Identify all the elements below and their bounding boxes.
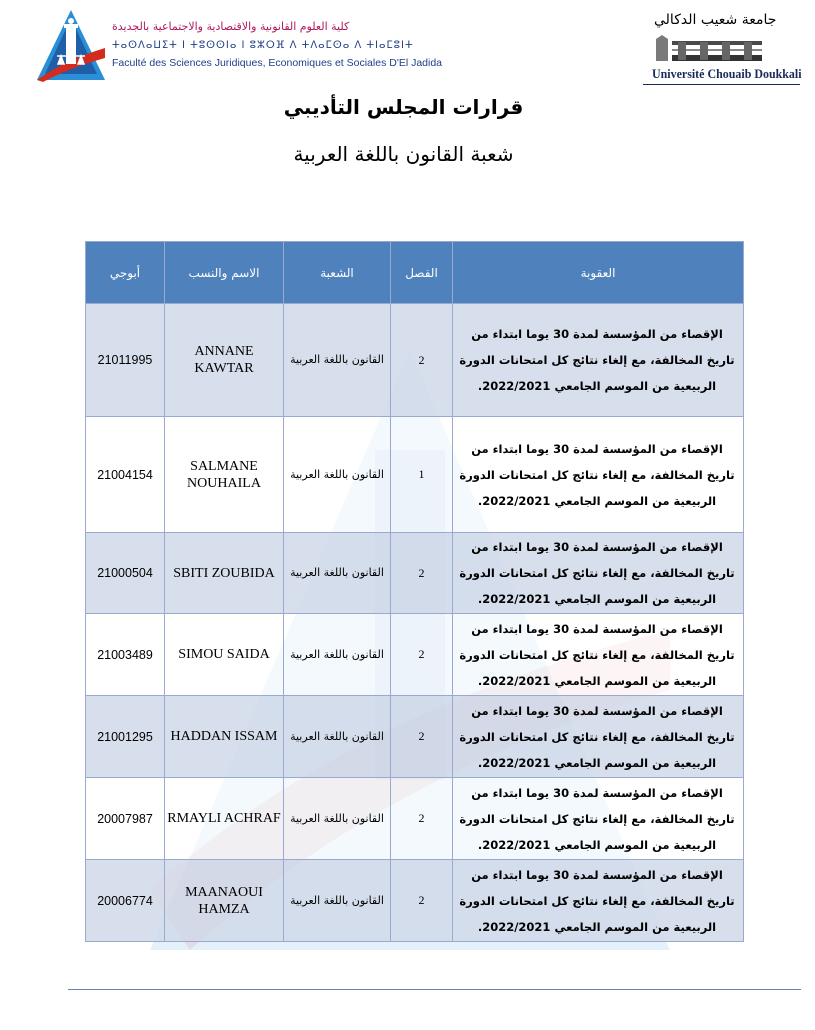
table-row xyxy=(86,533,744,614)
student-name-cell: SIMOU SAIDA xyxy=(165,614,284,696)
table-row xyxy=(86,614,744,696)
table-row xyxy=(86,417,744,533)
branch-cell: القانون باللغة العربية xyxy=(284,614,391,696)
branch-cell: القانون باللغة العربية xyxy=(284,696,391,778)
apogee-cell: 21001295 xyxy=(86,696,165,778)
branch-cell: القانون باللغة العربية xyxy=(284,860,391,942)
page-title: قرارات المجلس التأديبي xyxy=(283,95,524,119)
page-subtitle: شعبة القانون باللغة العربية xyxy=(293,142,514,166)
branch-cell: القانون باللغة العربية xyxy=(284,778,391,860)
semester-cell: 1 xyxy=(391,417,453,533)
column-header-penalty: العقوبة xyxy=(453,242,744,304)
column-header-semester: الفصل xyxy=(391,242,453,304)
column-header-name: الاسم والنسب xyxy=(165,242,284,304)
table-row xyxy=(86,860,744,942)
faculty-name-tifinagh: ⵜⴰⵙⴷⴰⵡⵉⵜ ⵏ ⵜⵓⵙⵙⵏⴰ ⵏ ⵓⵣⵔⴼ ⴷ ⵜⴷⴰⵎⵙⴰ ⴷ ⵜⵏⴰⵎⵓⵏⵜ xyxy=(112,40,414,51)
university-name-arabic: جامعة شعيب الدكالي xyxy=(654,12,777,28)
student-name-cell: HADDAN ISSAM xyxy=(165,696,284,778)
apogee-cell: 21000504 xyxy=(86,533,165,614)
faculty-logo xyxy=(35,8,107,83)
student-name-cell: SALMANE NOUHAILA xyxy=(165,417,284,533)
apogee-cell: 21003489 xyxy=(86,614,165,696)
footer-divider xyxy=(68,989,801,990)
faculty-name-french: Faculté des Sciences Juridiques, Economiques et Sociales D'El Jadida xyxy=(112,57,443,69)
semester-cell: 2 xyxy=(391,778,453,860)
disciplinary-decisions-table xyxy=(85,241,744,942)
penalty-cell: الإقصاء من المؤسسة لمدة 30 يوما ابتداء من تاريخ المخالفة، مع إلغاء نتائج كل امتحانات الدورة الربيعية من الموسم الجامعي 2022/2021. xyxy=(453,778,744,860)
university-name-french: Université Chouaib Doukkali xyxy=(652,66,802,81)
table-row xyxy=(86,778,744,860)
faculty-name-arabic: كلية العلوم القانونية والاقتصادية والاجتماعية بالجديدة xyxy=(112,20,350,33)
university-logo xyxy=(648,33,773,63)
semester-cell: 2 xyxy=(391,860,453,942)
table-row xyxy=(86,304,744,417)
student-name-cell: MAANAOUI HAMZA xyxy=(165,860,284,942)
branch-cell: القانون باللغة العربية xyxy=(284,304,391,417)
branch-cell: القانون باللغة العربية xyxy=(284,417,391,533)
penalty-cell: الإقصاء من المؤسسة لمدة 30 يوما ابتداء من تاريخ المخالفة، مع إلغاء نتائج كل امتحانات الدورة الربيعية من الموسم الجامعي 2022/2021. xyxy=(453,696,744,778)
penalty-cell: الإقصاء من المؤسسة لمدة 30 يوما ابتداء من تاريخ المخالفة، مع إلغاء نتائج كل امتحانات الدورة الربيعية من الموسم الجامعي 2022/2021. xyxy=(453,533,744,614)
student-name-cell: RMAYLI ACHRAF xyxy=(165,778,284,860)
branch-cell: القانون باللغة العربية xyxy=(284,533,391,614)
semester-cell: 2 xyxy=(391,696,453,778)
penalty-cell: الإقصاء من المؤسسة لمدة 30 يوما ابتداء من تاريخ المخالفة، مع إلغاء نتائج كل امتحانات الدورة الربيعية من الموسم الجامعي 2022/2021. xyxy=(453,417,744,533)
table-row xyxy=(86,696,744,778)
column-header-apogee: أبوجي xyxy=(86,242,165,304)
table-header-row xyxy=(86,242,744,304)
apogee-cell: 20006774 xyxy=(86,860,165,942)
apogee-cell: 21011995 xyxy=(86,304,165,417)
penalty-cell: الإقصاء من المؤسسة لمدة 30 يوما ابتداء من تاريخ المخالفة، مع إلغاء نتائج كل امتحانات الدورة الربيعية من الموسم الجامعي 2022/2021. xyxy=(453,860,744,942)
column-header-branch: الشعبة xyxy=(284,242,391,304)
penalty-cell: الإقصاء من المؤسسة لمدة 30 يوما ابتداء من تاريخ المخالفة، مع إلغاء نتائج كل امتحانات الدورة الربيعية من الموسم الجامعي 2022/2021. xyxy=(453,614,744,696)
apogee-cell: 20007987 xyxy=(86,778,165,860)
semester-cell: 2 xyxy=(391,614,453,696)
apogee-cell: 21004154 xyxy=(86,417,165,533)
penalty-cell: الإقصاء من المؤسسة لمدة 30 يوما ابتداء من تاريخ المخالفة، مع إلغاء نتائج كل امتحانات الدورة الربيعية من الموسم الجامعي 2022/2021. xyxy=(453,304,744,417)
student-name-cell: SBITI ZOUBIDA xyxy=(165,533,284,614)
semester-cell: 2 xyxy=(391,304,453,417)
student-name-cell: ANNANE KAWTAR xyxy=(165,304,284,417)
header-divider xyxy=(643,84,800,85)
semester-cell: 2 xyxy=(391,533,453,614)
